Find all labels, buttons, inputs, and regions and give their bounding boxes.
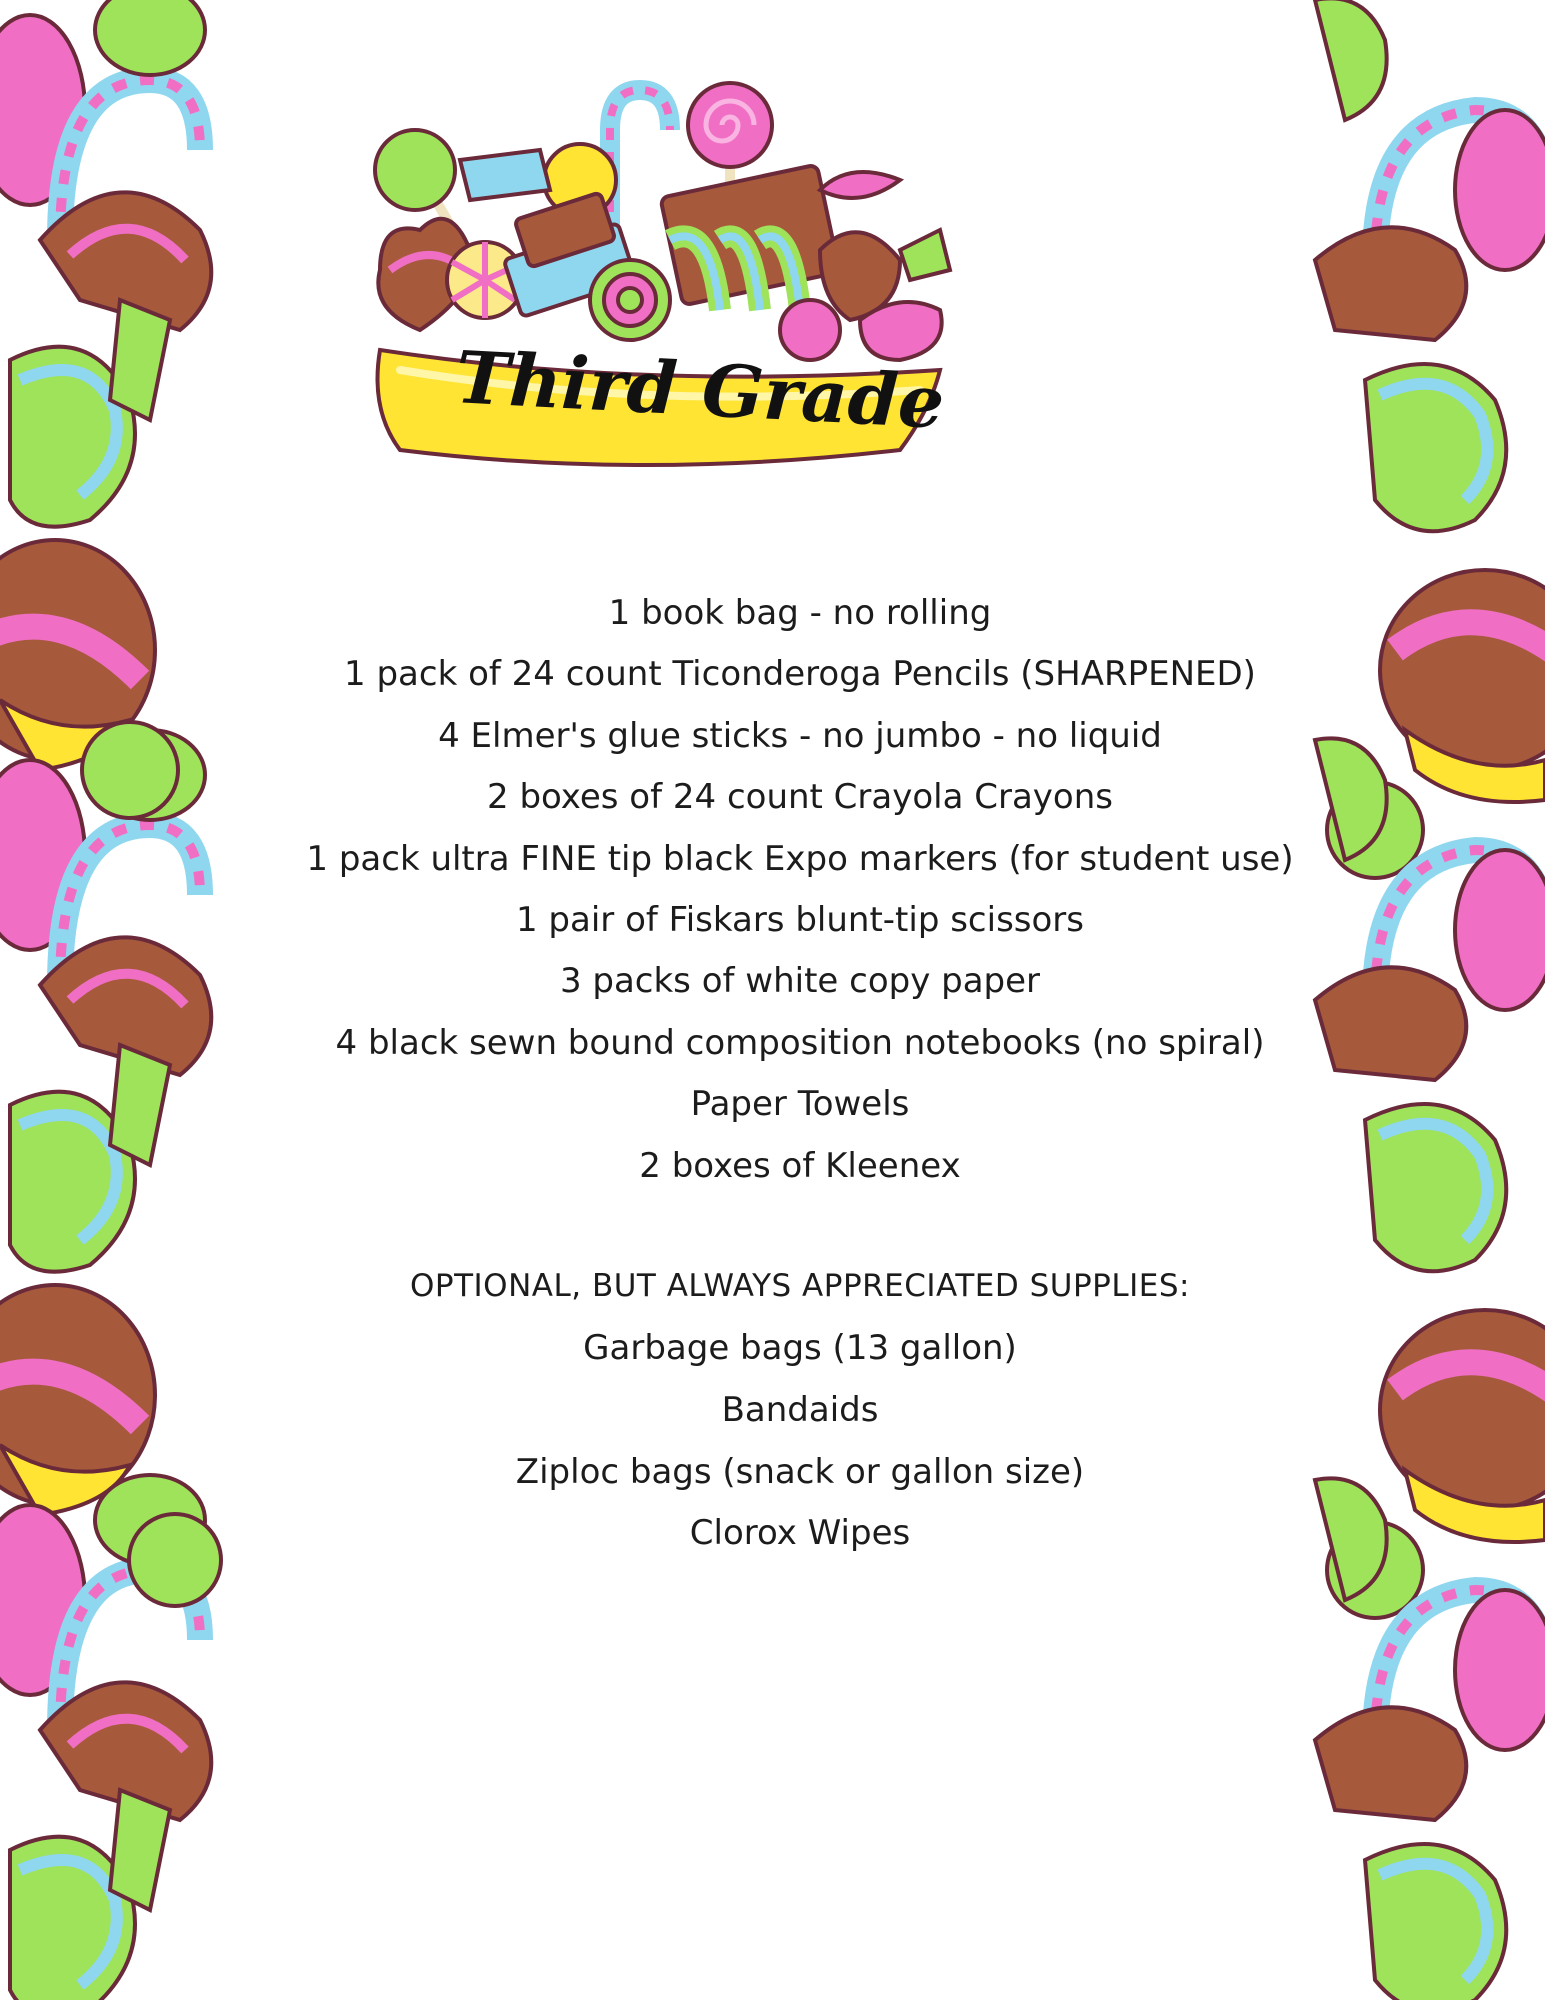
candy-border-right-icon [1305,0,1545,2000]
list-item: Bandaids [721,1389,879,1430]
page-title: Third Grade [453,334,947,445]
candy-border-left-icon [0,0,270,2000]
supply-list [260,583,1340,1197]
list-item: Garbage bags (13 gallon) [583,1328,1017,1368]
list-item: Paper Towels [690,1084,910,1125]
list-item: 4 Elmer's glue sticks - no jumbo - no liquid [438,715,1162,756]
optional-supply-list [260,1318,1340,1565]
optional-supplies-heading: OPTIONAL, BUT ALWAYS APPRECIATED SUPPLIES: [410,1268,1190,1304]
list-item: 1 pair of Fiskars blunt-tip scissors [515,899,1084,940]
list-item: 2 boxes of 24 count Crayola Crayons [487,777,1113,818]
list-item: 1 book bag - no rolling [608,593,992,633]
list-item: 1 pack ultra FINE tip black Expo markers (for student use) [306,838,1294,879]
list-item: Ziploc bags (snack or gallon size) [515,1451,1085,1492]
list-item: 4 black sewn bound composition notebooks (no spiral) [335,1022,1265,1063]
list-item: 1 pack of 24 count Ticonderoga Pencils (SHARPENED) [344,654,1256,695]
list-item: 3 packs of white copy paper [559,961,1041,1002]
list-item: 2 boxes of Kleenex [639,1145,961,1186]
list-item: Clorox Wipes [689,1513,911,1554]
